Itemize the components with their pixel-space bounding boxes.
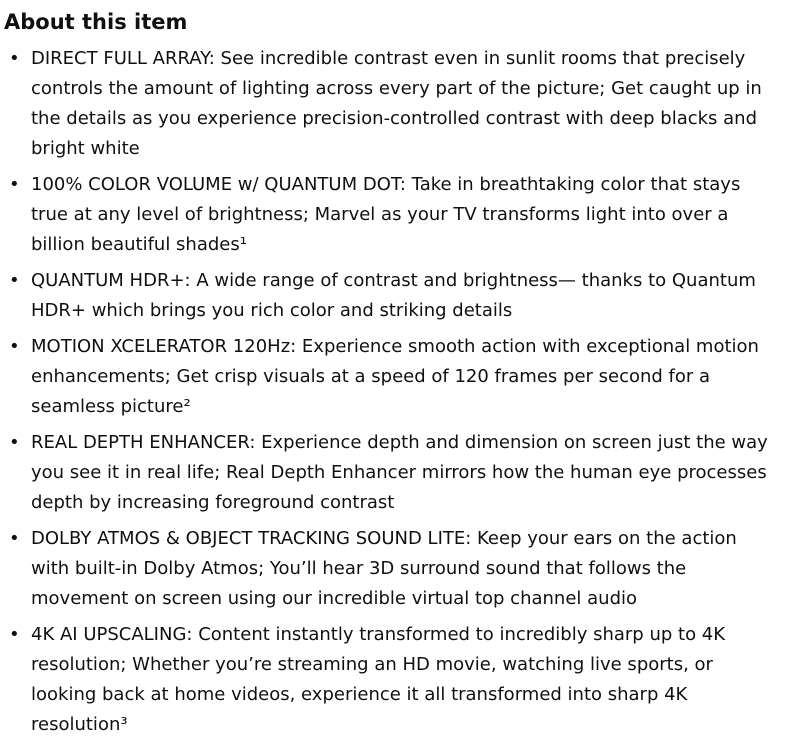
bullet-icon: • — [9, 624, 20, 645]
list-item-text: MOTION XCELERATOR 120Hz: Experience smooth action with exceptional motion enhancements; Get crisp visuals at a speed of 120 frames per second for a seamless picture² — [31, 336, 759, 417]
list-item-text: QUANTUM HDR+: A wide range of contrast and brightness— thanks to Quantum HDR+ which brings you rich color and striking details — [31, 270, 756, 321]
list-item-text: DIRECT FULL ARRAY: See incredible contrast even in sunlit rooms that precisely controls the amount of lighting across every part of the picture; Get caught up in the details as you experience precision-controlled contrast with deep blacks and bright white — [31, 48, 762, 159]
bullet-icon: • — [9, 270, 20, 291]
list-item — [4, 524, 771, 614]
bullet-icon: • — [9, 528, 20, 549]
bullet-icon: • — [9, 432, 20, 453]
bullet-icon: • — [9, 336, 20, 357]
list-item-text: REAL DEPTH ENHANCER: Experience depth and dimension on screen just the way you see it in real life; Real Depth Enhancer mirrors how the human eye processes depth by increasing foreground contrast — [31, 432, 768, 513]
feature-list — [4, 44, 793, 740]
bullet-icon: • — [9, 48, 20, 69]
list-item — [4, 428, 771, 518]
list-item-text: DOLBY ATMOS & OBJECT TRACKING SOUND LITE: Keep your ears on the action with built-in Dolby Atmos; You’ll hear 3D surround sound that follows the movement on screen using our incredible virtual top channel audio — [31, 528, 737, 609]
list-item — [4, 266, 771, 326]
bullet-icon: • — [9, 174, 20, 195]
list-item — [4, 332, 771, 422]
list-item — [4, 44, 771, 164]
list-item — [4, 620, 771, 740]
list-item-text: 100% COLOR VOLUME w/ QUANTUM DOT: Take in breathtaking color that stays true at any level of brightness; Marvel as your TV transforms light into over a billion beautiful shades¹ — [31, 174, 741, 255]
section-title: About this item — [4, 10, 188, 34]
list-item-text: 4K AI UPSCALING: Content instantly transformed to incredibly sharp up to 4K resolution; Whether you’re streaming an HD movie, watching live sports, or looking back at home videos, experience it all transformed into sharp 4K resolution³ — [31, 624, 726, 735]
list-item — [4, 170, 771, 260]
